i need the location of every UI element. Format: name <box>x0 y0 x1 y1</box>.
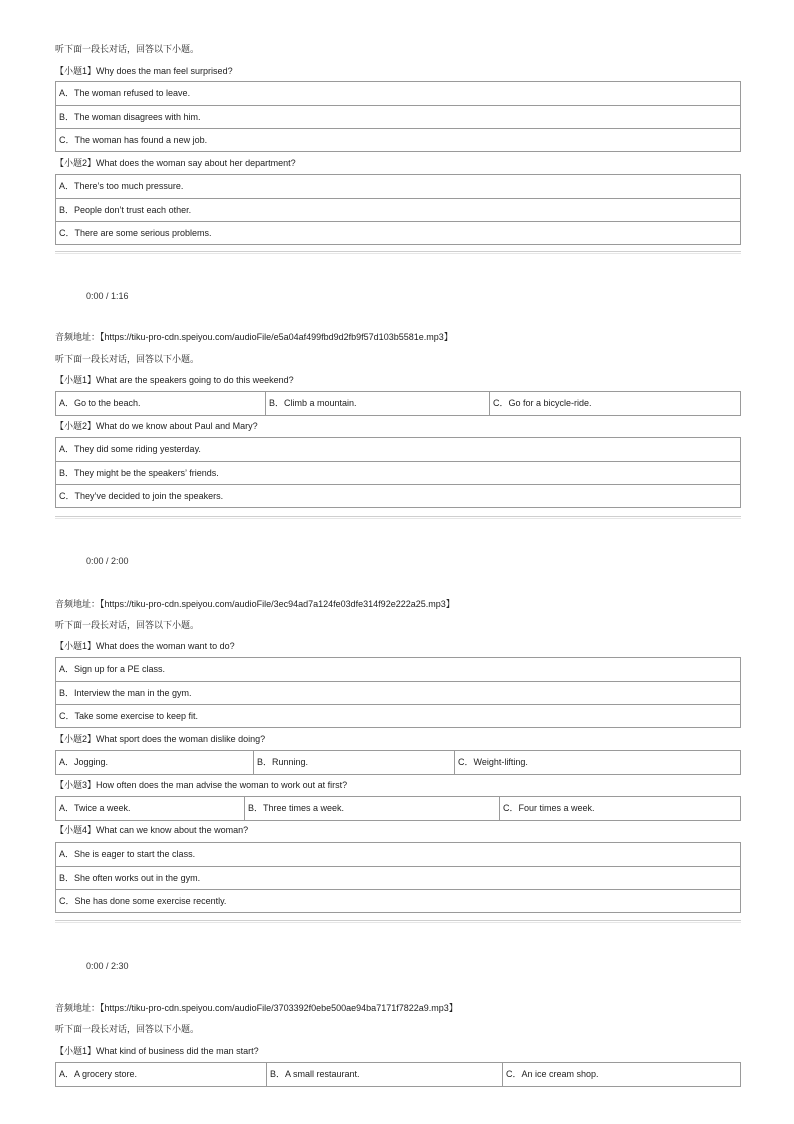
option-c: C．An ice cream shop. <box>502 1063 740 1086</box>
option-a: A．She is eager to start the class. <box>59 849 196 859</box>
question-text: 【小题2】What sport does the woman dislike doing? <box>55 734 266 744</box>
option-c: C．There are some serious problems. <box>59 228 212 238</box>
option-b: B．Running. <box>253 751 454 774</box>
option-c: C．She has done some exercise recently. <box>59 896 227 906</box>
option-c: C．Go for a bicycle-ride. <box>489 392 740 415</box>
section-intro: 听下面一段长对话，回答以下小题。 <box>55 354 200 364</box>
option-row <box>56 438 740 461</box>
options-table <box>55 1062 741 1087</box>
options-table <box>55 796 741 821</box>
option-row <box>56 751 740 774</box>
question-text: 【小题3】How often does the man advise the woman to work out at first? <box>55 780 348 790</box>
option-b: B．Interview the man in the gym. <box>59 688 192 698</box>
audio-player-time[interactable]: 0:00 / 2:00 <box>86 556 129 566</box>
option-c: C．The woman has found a new job. <box>59 135 208 145</box>
options-table <box>55 842 741 913</box>
option-row <box>56 198 740 221</box>
options-table <box>55 750 741 775</box>
option-c: C．Take some exercise to keep fit. <box>59 711 199 721</box>
option-b: B．A small restaurant. <box>266 1063 502 1086</box>
option-b: B．People don’t trust each other. <box>59 205 192 215</box>
option-b: B．The woman disagrees with him. <box>59 112 201 122</box>
options-table <box>55 437 741 508</box>
options-table <box>55 174 741 245</box>
option-row <box>56 221 740 244</box>
option-a: A．Sign up for a PE class. <box>59 664 166 674</box>
option-a: A．A grocery store. <box>59 1069 138 1079</box>
option-row <box>56 866 740 889</box>
option-row <box>56 82 740 105</box>
options-table <box>55 657 741 728</box>
option-row <box>56 1063 740 1086</box>
question-text: 【小题1】Why does the man feel surprised? <box>55 66 233 76</box>
option-a: A．There’s too much pressure. <box>59 181 184 191</box>
option-row <box>56 105 740 128</box>
option-row <box>56 128 740 151</box>
option-c: C．Weight-lifting. <box>454 751 740 774</box>
option-row <box>56 843 740 866</box>
option-row <box>56 175 740 198</box>
question-text: 【小题1】What are the speakers going to do this weekend? <box>55 375 294 385</box>
option-b: B．She often works out in the gym. <box>59 873 201 883</box>
section-divider <box>55 920 741 923</box>
option-b: B．Climb a mountain. <box>265 392 489 415</box>
option-row <box>56 797 740 820</box>
question-text: 【小题2】What do we know about Paul and Mary? <box>55 421 258 431</box>
option-row <box>56 392 740 415</box>
option-c: C．They’ve decided to join the speakers. <box>59 491 224 501</box>
section-divider <box>55 516 741 519</box>
option-row <box>56 704 740 727</box>
options-table <box>55 81 741 152</box>
audio-url: 音频地址：【https://tiku-pro-cdn.speiyou.com/audioFile/e5a04af499fbd9d2fb9f57d103b5581e.mp3】 <box>55 332 453 342</box>
audio-url: 音频地址：【https://tiku-pro-cdn.speiyou.com/audioFile/3ec94ad7a124fe03dfe314f92e222a25.mp3】 <box>55 599 455 609</box>
option-b: B．They might be the speakers’ friends. <box>59 468 219 478</box>
option-a: A．They did some riding yesterday. <box>59 444 201 454</box>
question-text: 【小题4】What can we know about the woman? <box>55 825 249 835</box>
question-text: 【小题1】What kind of business did the man start? <box>55 1046 259 1056</box>
section-intro: 听下面一段长对话，回答以下小题。 <box>55 1024 200 1034</box>
option-row <box>56 484 740 507</box>
option-a: A．Go to the beach. <box>59 398 141 408</box>
question-text: 【小题2】What does the woman say about her department? <box>55 158 296 168</box>
question-text: 【小题1】What does the woman want to do? <box>55 641 235 651</box>
option-c: C．Four times a week. <box>499 797 740 820</box>
section-divider <box>55 251 741 254</box>
option-a: A．The woman refused to leave. <box>59 88 191 98</box>
audio-player-time[interactable]: 0:00 / 2:30 <box>86 961 129 971</box>
option-row <box>56 889 740 912</box>
option-row <box>56 681 740 704</box>
section-intro: 听下面一段长对话，回答以下小题。 <box>55 44 200 54</box>
options-table <box>55 391 741 416</box>
option-a: A．Jogging. <box>59 757 109 767</box>
option-row <box>56 658 740 681</box>
section-intro: 听下面一段长对话，回答以下小题。 <box>55 620 200 630</box>
audio-player-time[interactable]: 0:00 / 1:16 <box>86 291 129 301</box>
audio-url: 音频地址：【https://tiku-pro-cdn.speiyou.com/audioFile/3703392f0ebe500ae94ba7171f7822a9.mp3】 <box>55 1003 458 1013</box>
option-a: A．Twice a week. <box>59 803 131 813</box>
option-row <box>56 461 740 484</box>
option-b: B．Three times a week. <box>244 797 499 820</box>
